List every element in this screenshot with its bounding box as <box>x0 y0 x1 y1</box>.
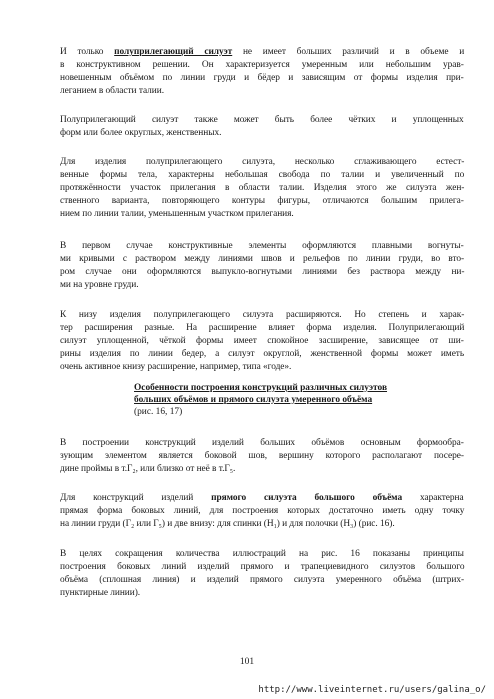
paragraph-1 <box>60 46 464 98</box>
heading-line-1: Особенности построения конструкций различных силуэтов <box>134 383 388 393</box>
text-line <box>60 114 464 127</box>
text-line <box>60 437 464 450</box>
text-line <box>60 208 464 221</box>
text-run: в конструктивном решении. Он характеризуется умеренным или небольшим урав- <box>60 60 464 70</box>
text-run: объёма (сплошная линия) и изделий прямого силуэта умеренного объёма (штрих- <box>60 575 465 585</box>
text-line <box>60 182 464 195</box>
text-run: не имеет больших различий и в объеме и <box>232 47 465 57</box>
text-run: ми на уровне груди. <box>60 280 139 290</box>
text-line <box>60 195 464 208</box>
heading-line-2: больших объёмов и прямого силуэта умеренного объёма <box>134 395 373 405</box>
text-run: пунктирные линии). <box>60 588 141 598</box>
text-run: характерна <box>402 493 464 503</box>
text-run: очень активное книзу расширение, например, типа «годе». <box>60 362 292 372</box>
text-line <box>60 450 464 463</box>
text-run: зующим элементом является боковой шов, вершину которого располагают посере- <box>60 451 464 461</box>
heading-figure-ref: (рис. 16, 17) <box>134 407 183 417</box>
text-line <box>60 127 464 140</box>
text-run: на линии груди (Г₂ или Г₅) и две внизу: для спинки (Н₁) и для полочки (Н₃) (рис. 16). <box>60 519 395 529</box>
text-run: построения боковых линий изделий прямого и трапециевидного силуэтов большого <box>60 562 465 572</box>
text-line <box>60 309 464 322</box>
text-run: протяжённости участок прилегания в области талии. Изделия этого же силуэта жен- <box>60 183 465 193</box>
text-line <box>60 505 464 518</box>
text-run: ственного варианта, повторяющего контуры фигуры, отличаются большим прилега- <box>60 196 464 206</box>
text-run: В построении конструкций изделий больших объёмов основным формообра- <box>60 438 464 448</box>
text-line <box>60 574 464 587</box>
section-heading <box>134 382 464 418</box>
paragraph-8 <box>60 548 464 600</box>
text-line <box>60 240 464 253</box>
text-run: рины изделия по линии бедер, а силуэт округлой, женственной формы может иметь <box>60 349 465 359</box>
text-line <box>60 46 464 59</box>
paragraph-7 <box>60 492 464 531</box>
text-line <box>60 72 464 85</box>
text-run: форм или более округлых, женственных. <box>60 128 222 138</box>
emphasized-text: полуприлегающий силуэт <box>114 47 233 57</box>
text-run: прямая форма боковых линий, для построения которых достаточно иметь одну точку <box>60 506 465 516</box>
text-line <box>60 59 464 72</box>
text-run: леганием в области талии. <box>60 86 165 96</box>
text-line <box>60 335 464 348</box>
text-run: новешенным объёмом по линии груди и бёдер и зависящим от формы изделия при- <box>60 73 464 83</box>
paragraph-4 <box>60 240 464 292</box>
text-line <box>60 253 464 266</box>
text-run: нием по линии талии, уменьшенным участком прилегания. <box>60 209 294 219</box>
text-line <box>60 322 464 335</box>
text-line <box>60 156 464 169</box>
text-line <box>60 463 464 476</box>
text-run: тер расширения разные. На расширение влияет форма изделия. Полуприлегающий <box>60 323 465 333</box>
text-line <box>60 361 464 374</box>
text-run: силуэт уплощенной, чёткой формы имеет спокойное засширение, зависящее от ши- <box>60 336 464 346</box>
text-run: В целях сокращения количества иллюстраций на рис. 16 показаны принципы <box>60 549 464 559</box>
text-line <box>60 169 464 182</box>
paragraph-5 <box>60 309 464 374</box>
text-line <box>60 85 464 98</box>
source-url-watermark: http://www.liveinternet.ru/users/galina_o/ <box>258 685 486 695</box>
text-run: ми кривыми с раствором между линиями швов и рельефов по линии груди, во вто- <box>60 254 465 264</box>
text-line <box>60 266 464 279</box>
text-line <box>60 279 464 292</box>
text-line <box>60 348 464 361</box>
text-line <box>60 561 464 574</box>
page-number: 101 <box>239 657 255 667</box>
text-run: Для изделия полуприлегающего силуэта, несколько сглаживающего естест- <box>60 157 465 167</box>
paragraph-3 <box>60 156 464 221</box>
paragraph-2 <box>60 114 464 140</box>
text-run: В первом случае конструктивные элементы оформляются плавными вогнуты- <box>60 241 464 251</box>
text-run: И только <box>60 47 115 57</box>
text-line <box>60 518 464 531</box>
text-run: К низу изделия полуприлегающего силуэта расширяются. Но степень и харак- <box>60 310 465 320</box>
text-run: ром случае они оформляются выпукло-вогнутыми линиями без раствора между ни- <box>60 267 465 277</box>
text-line <box>60 587 464 600</box>
text-run: венные формы тела, характерны небольшая свобода по талии и увеличенный по <box>60 170 465 180</box>
text-run: Полуприлегающий силуэт также может быть более чётких и уплощенных <box>60 115 464 125</box>
text-line <box>60 492 464 505</box>
emphasized-text: прямого силуэта большого объёма <box>211 493 403 503</box>
text-run: Для конструкций изделий <box>60 493 212 503</box>
text-line <box>60 548 464 561</box>
paragraph-6 <box>60 437 464 476</box>
text-run: дине проймы в т.Г₂, или близко от неё в т.Г₅. <box>60 464 236 474</box>
